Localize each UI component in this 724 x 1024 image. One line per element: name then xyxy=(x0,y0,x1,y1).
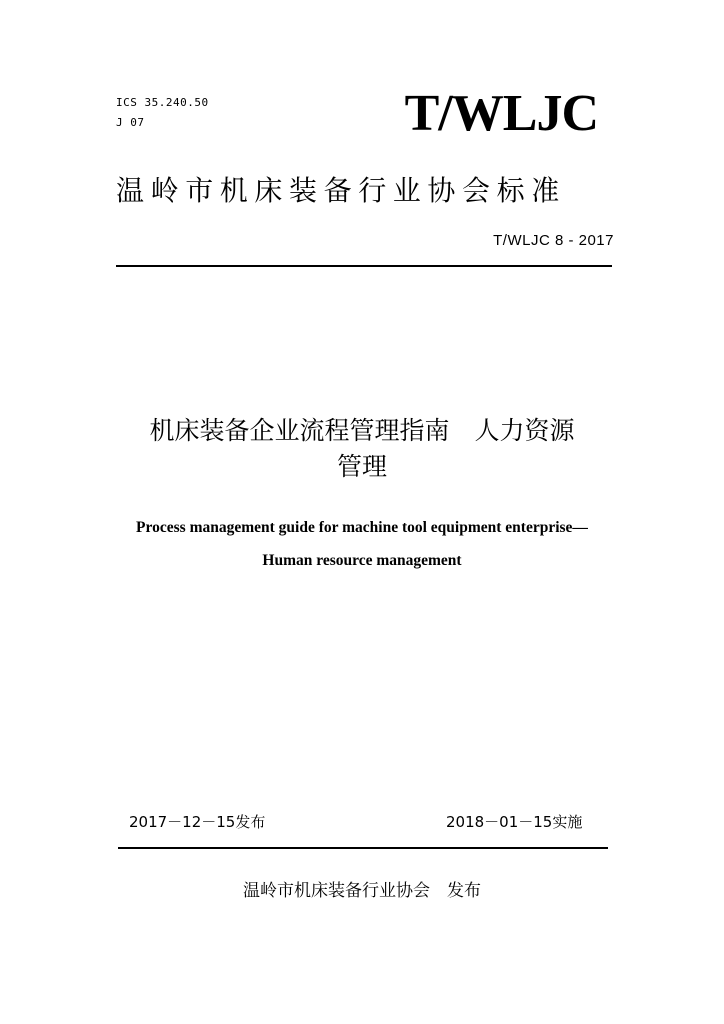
ics-code: ICS 35.240.50 xyxy=(116,96,209,109)
publisher: 温岭市机床装备行业协会 发布 xyxy=(243,881,481,901)
ccs-code: J 07 xyxy=(116,116,145,129)
issue-date: 2017－12－15发布 xyxy=(129,813,266,831)
standard-mark: T/WLJC xyxy=(404,85,598,142)
implementation-date: 2018－01－15实施 xyxy=(446,813,583,831)
chinese-title-line-1: 机床装备企业流程管理指南 人力资源 xyxy=(149,416,575,445)
bottom-divider xyxy=(118,847,608,849)
english-title-line-1: Process management guide for machine tool equipment enterprise— xyxy=(136,519,588,536)
chinese-title-line-2: 管理 xyxy=(336,452,387,481)
english-title-line-2: Human resource management xyxy=(262,552,462,569)
top-divider xyxy=(116,265,612,267)
standard-number: T/WLJC 8 - 2017 xyxy=(493,232,614,249)
organization-standard-title: 温岭市机床装备行业协会标准 xyxy=(116,174,566,207)
